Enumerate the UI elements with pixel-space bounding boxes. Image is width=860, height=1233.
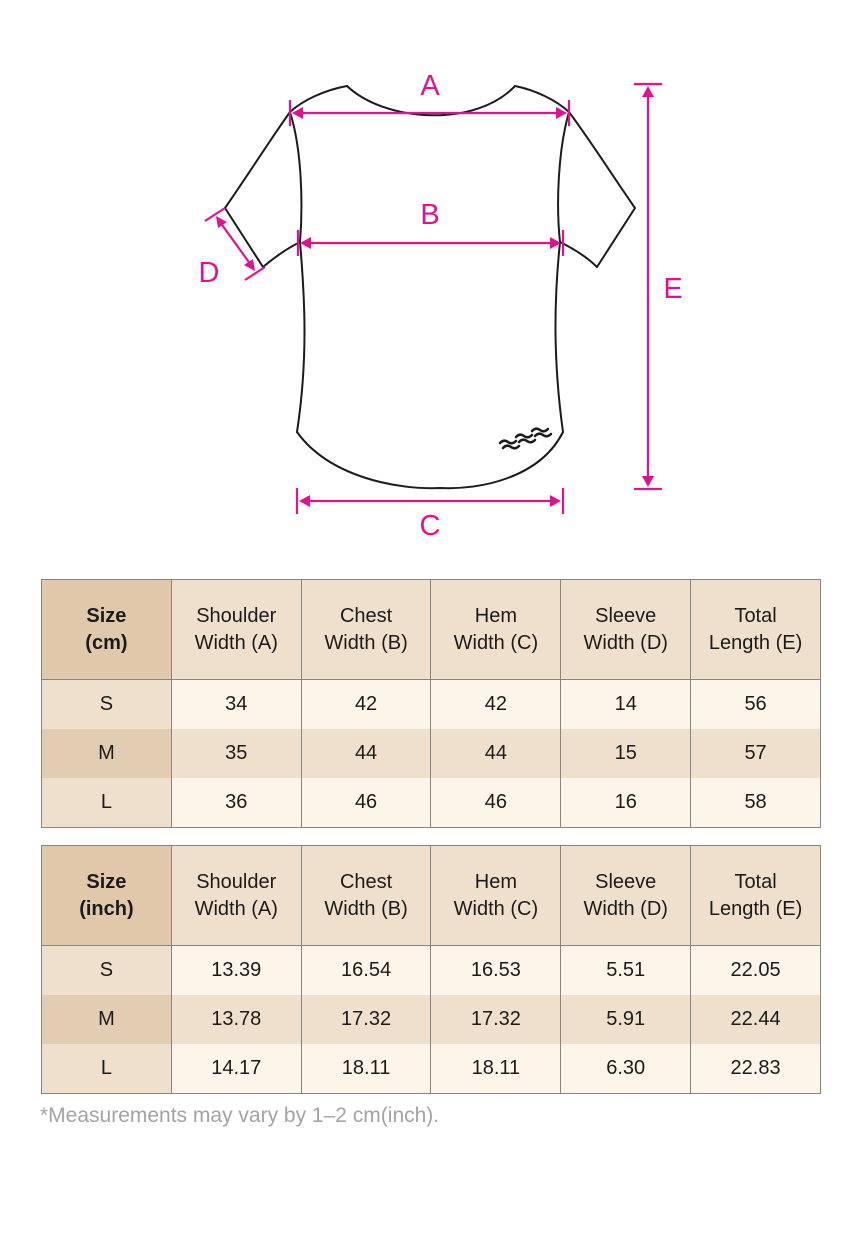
length-cell: 22.44 <box>691 995 821 1044</box>
header-size: Size (cm) <box>42 580 172 680</box>
shoulder-cell: 14.17 <box>171 1044 301 1094</box>
size-cell: M <box>42 995 172 1044</box>
size-cell: L <box>42 778 172 828</box>
size-cell: S <box>42 680 172 730</box>
shoulder-cell: 13.78 <box>171 995 301 1044</box>
hem-cell: 42 <box>431 680 561 730</box>
size-cell: L <box>42 1044 172 1094</box>
chest-cell: 16.54 <box>301 946 431 996</box>
wave-logo-icon <box>500 429 551 449</box>
size-table-cm <box>41 579 821 828</box>
table-header-row <box>42 846 821 946</box>
size-cell: M <box>42 729 172 778</box>
dimension-arrows <box>205 84 662 514</box>
hem-cell: 16.53 <box>431 946 561 996</box>
length-cell: 58 <box>691 778 821 828</box>
shoulder-cell: 34 <box>171 680 301 730</box>
sleeve-cell: 14 <box>561 680 691 730</box>
header-chest: Chest Width (B) <box>301 580 431 680</box>
hem-cell: 46 <box>431 778 561 828</box>
shoulder-cell: 13.39 <box>171 946 301 996</box>
table-row <box>42 995 821 1044</box>
table-row <box>42 946 821 996</box>
shoulder-cell: 36 <box>171 778 301 828</box>
table-row <box>42 778 821 828</box>
header-shoulder: Shoulder Width (A) <box>171 846 301 946</box>
chest-cell: 18.11 <box>301 1044 431 1094</box>
label-d: D <box>198 257 220 289</box>
header-hem: Hem Width (C) <box>431 846 561 946</box>
label-e: E <box>663 273 683 305</box>
header-size: Size (inch) <box>42 846 172 946</box>
size-cell: S <box>42 946 172 996</box>
tshirt-outline <box>225 86 635 488</box>
length-cell: 22.05 <box>691 946 821 996</box>
size-table-inch <box>41 845 821 1094</box>
table-row <box>42 729 821 778</box>
header-hem: Hem Width (C) <box>431 580 561 680</box>
length-cell: 57 <box>691 729 821 778</box>
header-sleeve: Sleeve Width (D) <box>561 846 691 946</box>
header-chest: Chest Width (B) <box>301 846 431 946</box>
hem-cell: 44 <box>431 729 561 778</box>
sleeve-cell: 6.30 <box>561 1044 691 1094</box>
hem-cell: 17.32 <box>431 995 561 1044</box>
chest-cell: 46 <box>301 778 431 828</box>
sleeve-cell: 5.51 <box>561 946 691 996</box>
sleeve-cell: 16 <box>561 778 691 828</box>
tshirt-measurement-diagram <box>0 0 860 560</box>
shoulder-cell: 35 <box>171 729 301 778</box>
hem-cell: 18.11 <box>431 1044 561 1094</box>
header-sleeve: Sleeve Width (D) <box>561 580 691 680</box>
chest-cell: 44 <box>301 729 431 778</box>
label-c: C <box>419 510 441 542</box>
measurement-note: *Measurements may vary by 1–2 cm(inch). <box>40 1104 440 1127</box>
sleeve-cell: 15 <box>561 729 691 778</box>
sleeve-cell: 5.91 <box>561 995 691 1044</box>
header-shoulder: Shoulder Width (A) <box>171 580 301 680</box>
header-length: Total Length (E) <box>691 846 821 946</box>
header-length: Total Length (E) <box>691 580 821 680</box>
length-cell: 56 <box>691 680 821 730</box>
label-b: B <box>420 199 440 231</box>
chest-cell: 17.32 <box>301 995 431 1044</box>
length-cell: 22.83 <box>691 1044 821 1094</box>
table-header-row <box>42 580 821 680</box>
chest-cell: 42 <box>301 680 431 730</box>
table-row <box>42 1044 821 1094</box>
table-row <box>42 680 821 730</box>
label-a: A <box>420 70 440 102</box>
